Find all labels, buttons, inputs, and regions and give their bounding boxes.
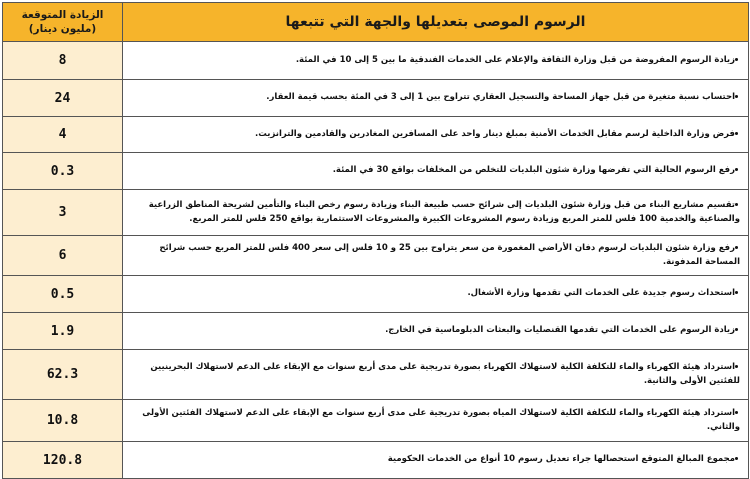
row-value: 10.8: [3, 400, 123, 442]
table-row: [3, 276, 749, 313]
header-expected-increase: [3, 3, 123, 42]
row-description-text: مجموع المبالغ المتوقع استحصالها جراء تعديل رسوم 10 أنواع من الخدمات الحكومية: [387, 454, 735, 465]
bullet-icon: [735, 246, 738, 249]
row-description-text: تقسيم مشاريع البناء من قبل وزارة شئون البلديات إلى شرائح حسب طبيعة البناء وزيادة رسوم رخص البناء والتأمين لشريحة المناطق الزراعية والصناعية والخدمية 100 فلس للمتر المربع وزيادة رسوم المشروعات الكبيرة والمشروعات الاستثمارية بواقع 250 فلس للمتر المربع.: [148, 200, 740, 224]
bullet-icon: [735, 328, 738, 331]
row-value: 0.3: [3, 153, 123, 190]
bullet-icon: [735, 95, 738, 98]
bullet-icon: [735, 132, 738, 135]
bullet-icon: [735, 291, 738, 294]
row-description-text: زيادة الرسوم المفروضة من قبل وزارة الثقافة والإعلام على الخدمات الفندقية ما بين 5 إلى 10 في المئة.: [295, 54, 735, 65]
row-value: 8: [3, 42, 123, 80]
bullet-icon: [735, 168, 738, 171]
row-value: 24: [3, 80, 123, 117]
row-description-text: زيادة الرسوم على الخدمات التي تقدمها القنصليات والبعثات الدبلوماسية في الخارج.: [385, 325, 735, 336]
row-description-text: استرداد هيئة الكهرباء والماء للتكلفة الكلية لاستهلاك المياه بصورة تدريجية على مدى أربع سنوات مع الإبقاء على الدعم لاستهلاك الفئتين الأولى والثاني.: [142, 408, 740, 432]
table-row: [3, 400, 749, 442]
header-fees-title: الرسوم الموصى بتعديلها والجهة التي تتبعها: [123, 3, 749, 42]
header-expected-increase-unit: (مليون دينار): [28, 23, 97, 35]
row-value: 1.9: [3, 313, 123, 350]
fees-table: [2, 2, 749, 479]
row-value: 3: [3, 190, 123, 236]
row-description: [123, 313, 749, 350]
row-description: [123, 442, 749, 479]
bullet-icon: [735, 58, 738, 61]
table-row: [3, 236, 749, 276]
table-row: [3, 350, 749, 400]
bullet-icon: [735, 203, 738, 206]
row-value: 62.3: [3, 350, 123, 400]
row-description: [123, 400, 749, 442]
row-description-text: احتساب نسبة متغيرة من قبل جهاز المساحة والتسجيل العقاري تتراوح بين 1 إلى 3 في المئة بحسب قيمة العقار.: [266, 92, 735, 103]
row-description: [123, 236, 749, 276]
row-value: 4: [3, 117, 123, 153]
bullet-icon: [735, 411, 738, 414]
header-expected-increase-line1: الزيادة المتوقعة: [21, 8, 104, 21]
row-value: 0.5: [3, 276, 123, 313]
row-description-text: فرض وزارة الداخلية لرسم مقابل الخدمات الأمنية بمبلغ دينار واحد على المسافرين المغادرين والقادمين والترانزيت.: [255, 128, 735, 139]
table-header-row: [3, 3, 749, 42]
table-row: [3, 42, 749, 80]
table-row: [3, 80, 749, 117]
row-description: [123, 42, 749, 80]
table-row: [3, 117, 749, 153]
row-description: [123, 276, 749, 313]
row-description-text: رفع وزارة شئون البلديات لرسوم دفان الأراضي المغمورة من سعر يتراوح بين 25 و 10 فلس إلى سعر 400 فلس للمتر المربع حسب شرائح المساحة المدفونة.: [159, 243, 740, 267]
row-description-text: استحداث رسوم جديدة على الخدمات التي تقدمها وزارة الأشغال.: [467, 288, 735, 299]
table-row-total: [3, 442, 749, 479]
row-description: [123, 117, 749, 153]
row-description: [123, 350, 749, 400]
row-value-total: 120.8: [3, 442, 123, 479]
row-description: [123, 190, 749, 236]
table-row: [3, 190, 749, 236]
table-row: [3, 313, 749, 350]
row-description: [123, 80, 749, 117]
row-description-text: استرداد هيئة الكهرباء والماء للتكلفة الكلية لاستهلاك الكهرباء بصورة تدريجية على مدى أربع سنوات مع الإبقاء على الدعم لاستهلاك البحرينيين للفئتين الأولى والثانية.: [150, 362, 740, 386]
table-row: [3, 153, 749, 190]
bullet-icon: [735, 365, 738, 368]
row-value: 6: [3, 236, 123, 276]
row-description-text: رفع الرسوم الحالية التي تفرضها وزارة شئون البلديات للتخلص من المخلفات بواقع 30 في المئة.: [332, 165, 735, 176]
bullet-icon: [735, 457, 738, 460]
row-description: [123, 153, 749, 190]
